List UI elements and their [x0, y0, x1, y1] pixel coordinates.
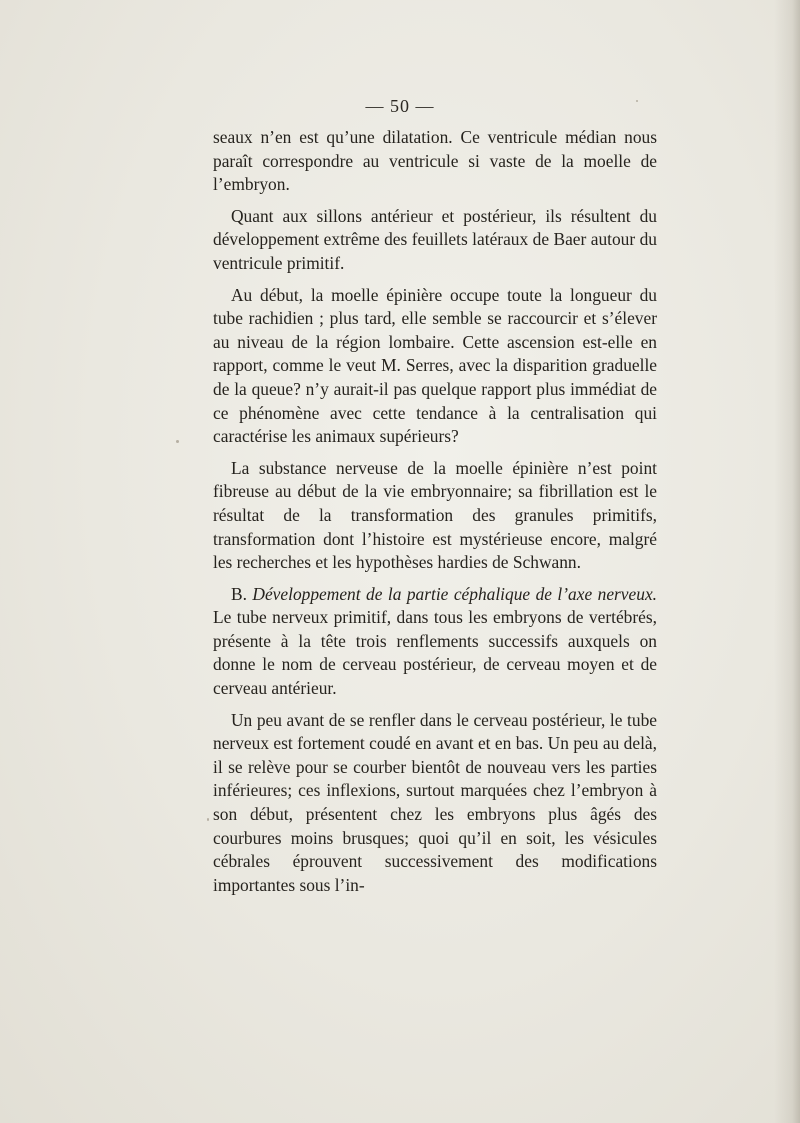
paragraph: seaux n’en est qu’une dilatation. Ce ventricule médian nous paraît correspondre au ventricule si vaste de la moelle de l’embryon. [213, 127, 657, 195]
page-number: — 50 — [365, 96, 435, 116]
paragraph: Au début, la moelle épinière occupe toute la longueur du tube rachidien ; plus tard, elle semble se raccourcir et s’élever au niveau de la région lombaire. Cette ascension est-elle en rapport, comme le veut M. Serres, avec la disparition graduelle de la queue? n’y aurait-il pas quelque rapport plus immédiat de ce phénomène avec cette tendance à la centralisation qui caractérise les animaux supérieurs? [213, 284, 657, 447]
body-text [213, 126, 657, 905]
section-text: Le tube nerveux primitif, dans tous les embryons de vertébrés, présente à la tête trois renflements successifs auxquels on donne le nom de cerveau postérieur, de cerveau moyen et de cerveau antérieur. [213, 607, 657, 699]
paragraph: Un peu avant de se renfler dans le cerveau postérieur, le tube nerveux est fortement coudé en avant et en bas. Un peu au delà, il se relève pour se courber bientôt de nouveau vers les parties inférieures; ces inflexions, surtout marquées chez l’embryon à son début, présentent chez les embryons plus âgés des courbures moins brusques; quoi qu’il en soit, les vésicules cébrales éprouvent successivement des modifications importantes sous l’in- [213, 709, 657, 895]
paragraph-section-b [213, 583, 657, 701]
section-letter: B. [231, 583, 253, 604]
paper-speck [207, 818, 209, 821]
section-heading: Développement de la partie céphalique de l’axe nerveux. [252, 583, 658, 604]
paragraph: La substance nerveuse de la moelle épinière n’est point fibreuse au début de la vie embryonnaire; sa fibrillation est le résultat de la transformation des granules primitifs, transformation dont l’histoire est mystérieuse encore, malgré les recherches et les hypothèses hardies de Schwann. [213, 457, 657, 573]
paragraph: Quant aux sillons antérieur et postérieur, ils résultent du développement extrême des feuillets latéraux de Baer autour du ventricule primitif. [213, 205, 657, 273]
page-edge-shadow [774, 0, 800, 1123]
paper-speck [176, 440, 179, 443]
